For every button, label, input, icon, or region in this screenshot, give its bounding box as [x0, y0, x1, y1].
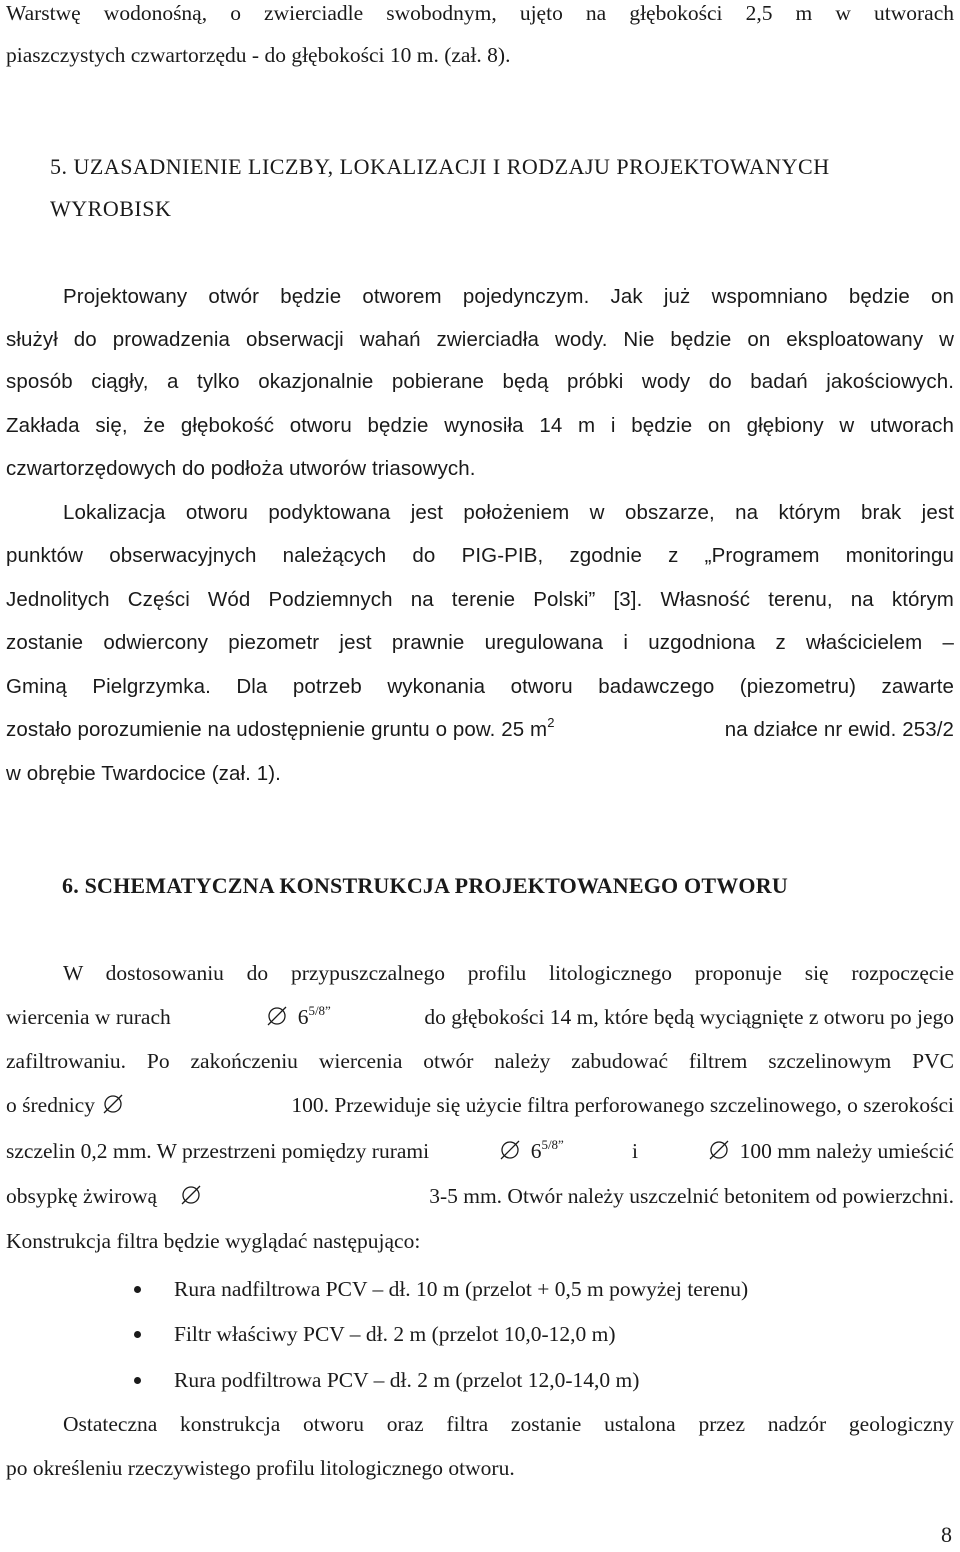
paragraph-line: Ostateczna konstrukcja otworu oraz filtra zostanie ustalona przez nadzór geologiczny	[63, 1412, 954, 1436]
text-run: szczelin 0,2 mm. W przestrzeni pomiędzy rurami	[6, 1139, 430, 1163]
bullet-dot-icon	[134, 1377, 141, 1384]
text-run: 100 mm należy umieścić	[739, 1139, 954, 1163]
paragraph-line: zafiltrowaniu. Po zakończeniu wiercenia otwór należy zabudować filtrem szczelinowym PVC	[6, 1049, 954, 1073]
section-heading-5-cont: WYROBISK	[50, 196, 172, 221]
diameter-symbol-icon	[499, 1139, 521, 1161]
paragraph-line: Warstwę wodonośną, o zwierciadle swobodnym, ujęto na głębokości 2,5 m w utworach	[6, 1, 954, 25]
diameter-symbol-icon	[102, 1093, 124, 1115]
text-run: do głębokości 14 m, które będą wyciągnięte z otworu po jego	[424, 1005, 954, 1029]
paragraph-line	[6, 1004, 954, 1030]
paragraph-line: Jednolitych Części Wód Podziemnych na terenie Polski” [3]. Własność terenu, na którym	[6, 588, 954, 611]
paragraph-line: czwartorzędowych do podłoża utworów triasowych.	[6, 457, 476, 480]
paragraph-line: w obrębie Twardocice (zał. 1).	[6, 762, 281, 785]
list-item-text: Filtr właściwy PCV – dł. 2 m (przelot 10,0-12,0 m)	[174, 1322, 616, 1346]
paragraph-line	[6, 1092, 954, 1118]
text-segment	[6, 1183, 206, 1209]
paragraph-line	[6, 717, 954, 743]
superscript: 2	[547, 715, 555, 730]
superscript: 5/8”	[541, 1137, 564, 1152]
list-item-text: Rura nadfiltrowa PCV – dł. 10 m (przelot + 0,5 m powyżej terenu)	[174, 1277, 749, 1301]
text-segment	[6, 717, 555, 743]
text-run: o średnicy	[6, 1093, 95, 1117]
text-run: wiercenia w rurach	[6, 1005, 171, 1029]
section-heading-6: 6. SCHEMATYCZNA KONSTRUKCJA PROJEKTOWANEGO OTWORU	[62, 873, 788, 898]
text-run: 100. Przewiduje się użycie filtra perforowanego szczelinowego, o szerokości	[291, 1093, 954, 1117]
text-run: i	[632, 1139, 639, 1163]
diameter-symbol-icon	[708, 1139, 730, 1161]
diameter-symbol-icon	[266, 1005, 288, 1027]
section-heading-5: 5. UZASADNIENIE LICZBY, LOKALIZACJI I RODZAJU PROJEKTOWANYCH	[50, 154, 830, 179]
paragraph-line: Lokalizacja otworu podyktowana jest położeniem w obszarze, na którym brak jest	[63, 501, 954, 524]
diameter-symbol-icon	[180, 1184, 202, 1206]
page-number: 8	[941, 1522, 952, 1547]
text-run: zostało porozumienie na udostępnienie gruntu o pow. 25 m	[6, 718, 548, 741]
text-run: 6	[530, 1139, 542, 1163]
bullet-dot-icon	[134, 1331, 141, 1338]
superscript: 5/8”	[308, 1003, 331, 1018]
text-segment	[264, 1004, 331, 1030]
text-run: obsypkę żwirową	[6, 1184, 158, 1208]
paragraph-line	[6, 1138, 954, 1164]
text-segment	[706, 1138, 954, 1164]
paragraph-line: zostanie odwiercony piezometr jest prawnie uregulowana i uzgodniona z właścicielem –	[6, 631, 954, 654]
paragraph-line: sposób ciągły, a tylko okazjonalnie pobierane będą próbki wody do badań jakościowych.	[6, 370, 954, 393]
paragraph-line: piaszczystych czwartorzędu - do głębokości 10 m. (zał. 8).	[6, 43, 511, 67]
paragraph-line: Konstrukcja filtra będzie wyglądać następująco:	[6, 1229, 421, 1253]
paragraph-line: punktów obserwacyjnych należących do PIG-PIB, zgodnie z „Programem monitoringu	[6, 544, 954, 567]
text-run: 6	[297, 1005, 309, 1029]
paragraph-line	[6, 1183, 954, 1209]
list-item-text: Rura podfiltrowa PCV – dł. 2 m (przelot 12,0-14,0 m)	[174, 1368, 640, 1392]
paragraph-line: po określeniu rzeczywistego profilu litologicznego otworu.	[6, 1456, 515, 1480]
text-run: 3-5 mm. Otwór należy uszczelnić betonitem od powierzchni.	[429, 1184, 954, 1208]
paragraph-line: Zakłada się, że głębokość otworu będzie wynosiła 14 m i będzie on głębiony w utworach	[6, 414, 954, 437]
bullet-dot-icon	[134, 1286, 141, 1293]
paragraph-line: Projektowany otwór będzie otworem pojedynczym. Jak już wspomniano będzie on	[63, 285, 954, 308]
text-segment	[6, 1092, 128, 1118]
paragraph-line: Gminą Pielgrzymka. Dla potrzeb wykonania otworu badawczego (piezometru) zawarte	[6, 675, 954, 698]
text-segment	[497, 1138, 564, 1164]
text-run: na działce nr ewid. 253/2	[724, 718, 954, 741]
paragraph-line: służył do prowadzenia obserwacji wahań zwierciadła wody. Nie będzie on eksploatowany w	[6, 328, 954, 351]
paragraph-line: W dostosowaniu do przypuszczalnego profilu litologicznego proponuje się rozpoczęcie	[63, 961, 954, 985]
